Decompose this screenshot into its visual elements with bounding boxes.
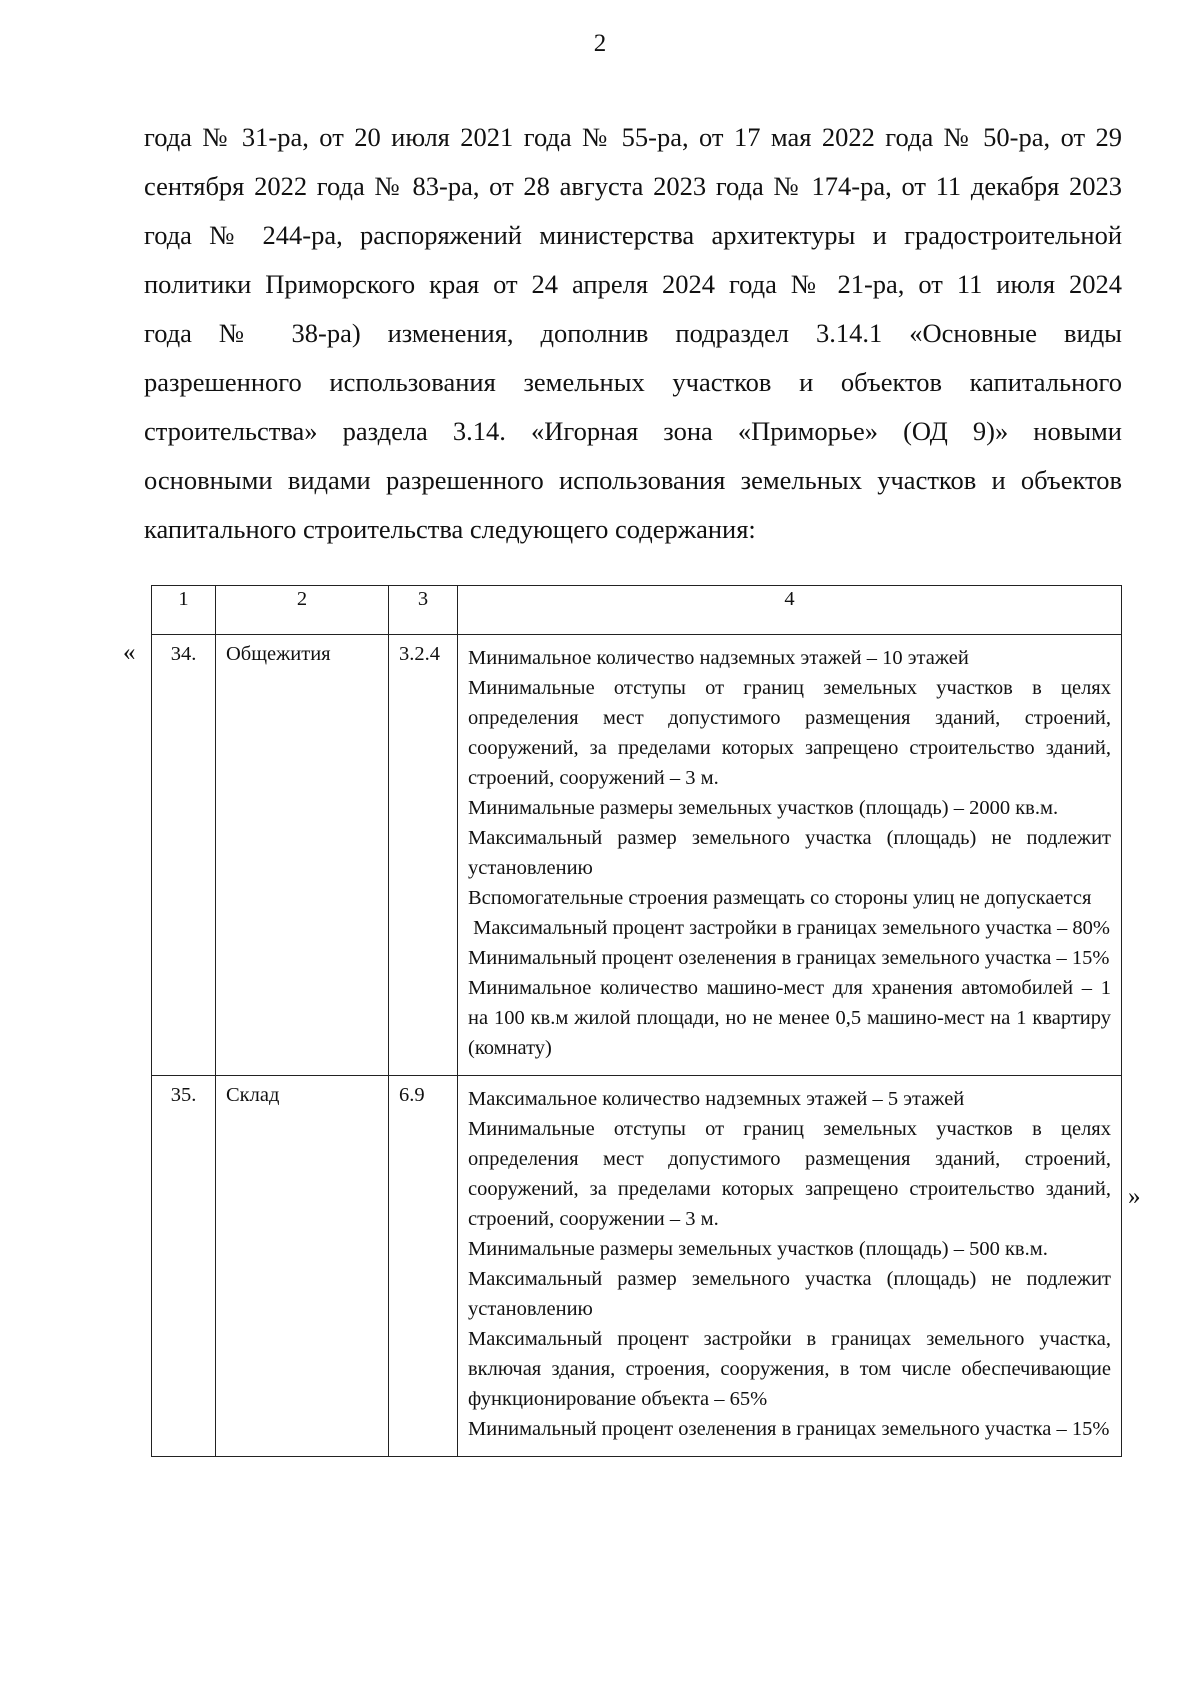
parameter-text: Минимальное количество машино-мест для хранения автомобилей – 1 на 100 кв.м жилой площади, но не менее 0,5 машино-мест на 1 квартиру (комнату): [468, 977, 1111, 1059]
intro-line: года № 244-ра, распоряжений министерства архитектуры и градостроительной: [144, 220, 1122, 250]
intro-line: строительства» раздела 3.14. «Игорная зона «Приморье» (ОД 9)» новыми: [144, 416, 1122, 446]
intro-line: сентября 2022 года № 83-ра, от 28 августа 2023 года № 174-ра, от 11 декабря 2023: [144, 171, 1122, 201]
column-header-2: 2: [216, 586, 389, 635]
opening-quote-mark: «: [123, 639, 136, 666]
column-header-3: 3: [389, 586, 458, 635]
parameter-text: Максимальный процент застройки в границах земельного участка, включая здания, строения, сооружения, в том числе обеспечивающие функционирование объекта – 65%: [468, 1328, 1111, 1410]
intro-line: года № 38-ра) изменения, дополнив подраздел 3.14.1 «Основные виды: [144, 318, 1122, 348]
table-header-row: [152, 586, 1122, 635]
table-row-warehouse: [152, 1076, 1122, 1457]
use-type-name: Склад: [216, 1076, 389, 1457]
column-header-4: 4: [458, 586, 1122, 635]
parameter-text: Максимальный размер земельного участка (площадь) не подлежит установлению: [468, 1268, 1111, 1320]
closing-quote-mark: »: [1128, 1183, 1141, 1210]
use-type-name: Общежития: [216, 635, 389, 1076]
parameter-text: Минимальные отступы от границ земельных участков в целях определения мест допустимого размещения зданий, строений, сооружений, за пределами которых запрещено строительство зданий, строений, сооружении – 3 м.: [468, 1118, 1111, 1230]
parameter-text: Максимальный размер земельного участка (площадь) не подлежит установлению: [468, 827, 1111, 879]
land-use-table: [151, 585, 1122, 1457]
row-number: 35.: [152, 1076, 216, 1457]
page-number: 2: [593, 30, 607, 57]
parameter-text: Минимальный процент озеленения в границах земельного участка – 15%: [468, 1418, 1110, 1440]
column-header-1: 1: [152, 586, 216, 635]
intro-line: основными видами разрешенного использования земельных участков и объектов: [144, 465, 1122, 495]
use-type-code: 6.9: [389, 1076, 458, 1457]
table-row-dormitories: [152, 635, 1122, 1076]
intro-line: капитального строительства следующего содержания:: [144, 514, 756, 544]
intro-line: политики Приморского края от 24 апреля 2024 года № 21-ра, от 11 июля 2024: [144, 269, 1122, 299]
use-type-parameters: [458, 635, 1122, 1076]
parameter-text: Вспомогательные строения размещать со стороны улиц не допускается: [468, 887, 1092, 909]
row-number: 34.: [152, 635, 216, 1076]
parameter-text: Максимальное количество надземных этажей – 5 этажей: [468, 1088, 965, 1110]
parameter-text: Минимальные отступы от границ земельных участков в целях определения мест допустимого размещения зданий, строений, сооружений, за пределами которых запрещено строительство зданий, строений, сооружений – 3 м.: [468, 677, 1111, 789]
intro-line: года № 31-ра, от 20 июля 2021 года № 55-ра, от 17 мая 2022 года № 50-ра, от 29: [144, 122, 1122, 152]
parameter-text: Максимальный процент застройки в границах земельного участка – 80%: [468, 917, 1110, 939]
use-type-parameters: [458, 1076, 1122, 1457]
parameter-text: Минимальные размеры земельных участков (площадь) – 500 кв.м.: [468, 1238, 1048, 1260]
use-type-code: 3.2.4: [389, 635, 458, 1076]
parameter-text: Минимальные размеры земельных участков (площадь) – 2000 кв.м.: [468, 797, 1059, 819]
intro-line: разрешенного использования земельных участков и объектов капитального: [144, 367, 1122, 397]
parameter-text: Минимальное количество надземных этажей – 10 этажей: [468, 647, 969, 669]
intro-paragraph: [144, 113, 1122, 554]
parameter-text: Минимальный процент озеленения в границах земельного участка – 15%: [468, 947, 1110, 969]
